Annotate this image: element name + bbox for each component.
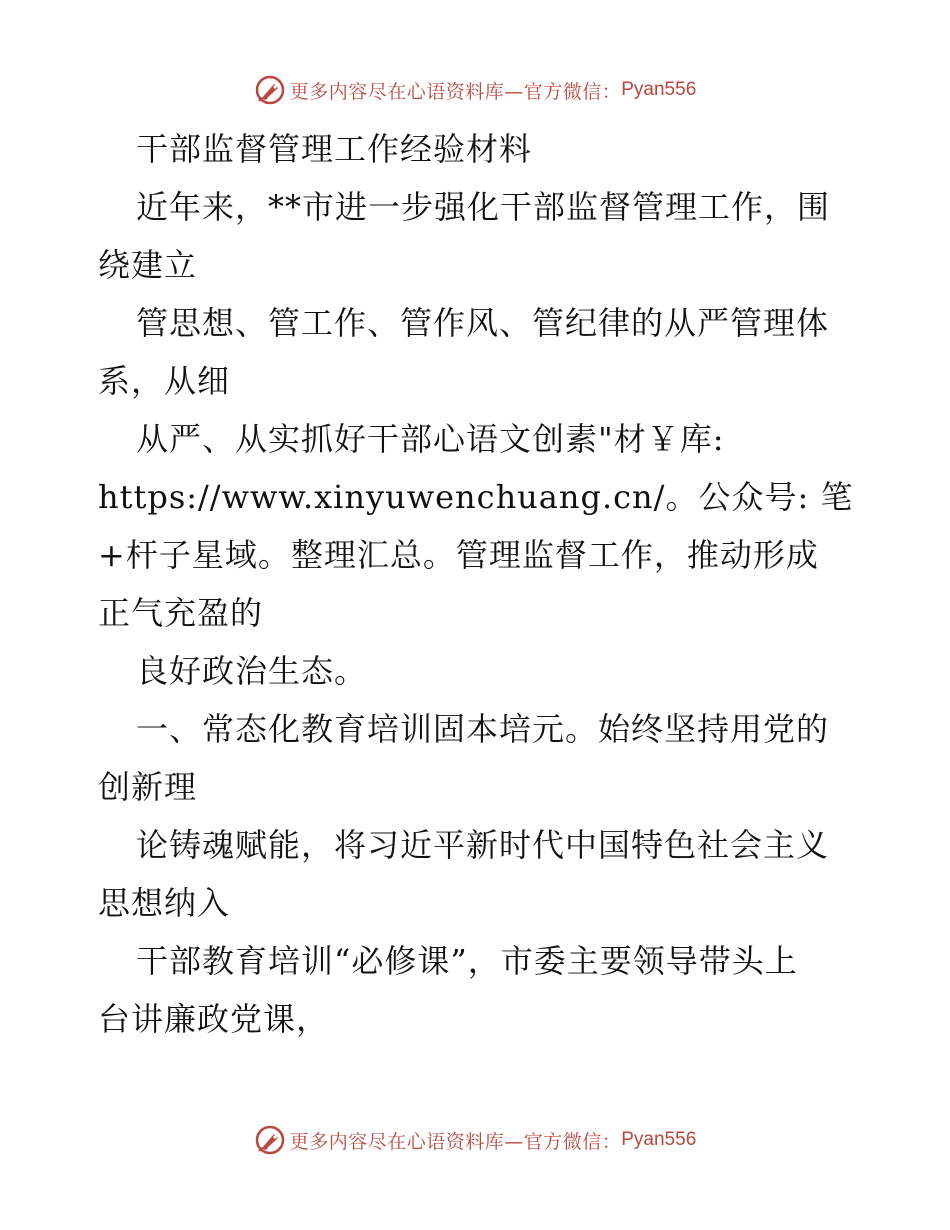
paragraph-line: 正气充盈的 [98, 594, 264, 632]
footer-watermark-banner [0, 1120, 950, 1160]
watermark-text: 更多内容尽在心语资料库—官方微信： [289, 80, 622, 103]
paragraph-line: 绕建立 [98, 246, 198, 284]
section-heading-line: 一、常态化教育培训固本培元。始终坚持用党的 [136, 710, 830, 748]
paragraph-line: 台讲廉政党课， [98, 1000, 330, 1038]
document-body [98, 120, 858, 1048]
watermark-wechat-handle: Pyan556 [621, 1129, 697, 1150]
pen-nib-logo-icon [254, 1124, 286, 1156]
paragraph-line: 干部教育培训“必修课”，市委主要领导带头上 [136, 942, 798, 980]
pen-nib-logo-icon [254, 74, 286, 106]
paragraph-line: 思想纳入 [98, 884, 231, 922]
paragraph-line: https://www.xinyuwenchuang.cn/。公众号: 笔 [98, 478, 854, 516]
paragraph-line: 论铸魂赋能，将习近平新时代中国特色社会主义 [136, 826, 830, 864]
watermark-wechat-handle: Pyan556 [621, 79, 697, 100]
paragraph-line: +杆子星域。整理汇总。管理监督工作，推动形成 [98, 536, 819, 574]
paragraph-line: 近年来，**市进一步强化干部监督管理工作，围 [136, 188, 831, 226]
paragraph-line: 从严、从实抓好干部心语文创素"材￥库: [136, 420, 725, 458]
paragraph-line: 管思想、管工作、管作风、管纪律的从严管理体 [136, 304, 830, 342]
paragraph-line: 系，从细 [98, 362, 231, 400]
header-watermark-banner [0, 70, 950, 110]
paragraph-line: 创新理 [98, 768, 198, 806]
watermark-text: 更多内容尽在心语资料库—官方微信： [289, 1130, 622, 1153]
document-title: 干部监督管理工作经验材料 [136, 130, 533, 168]
paragraph-line: 良好政治生态。 [136, 652, 368, 690]
